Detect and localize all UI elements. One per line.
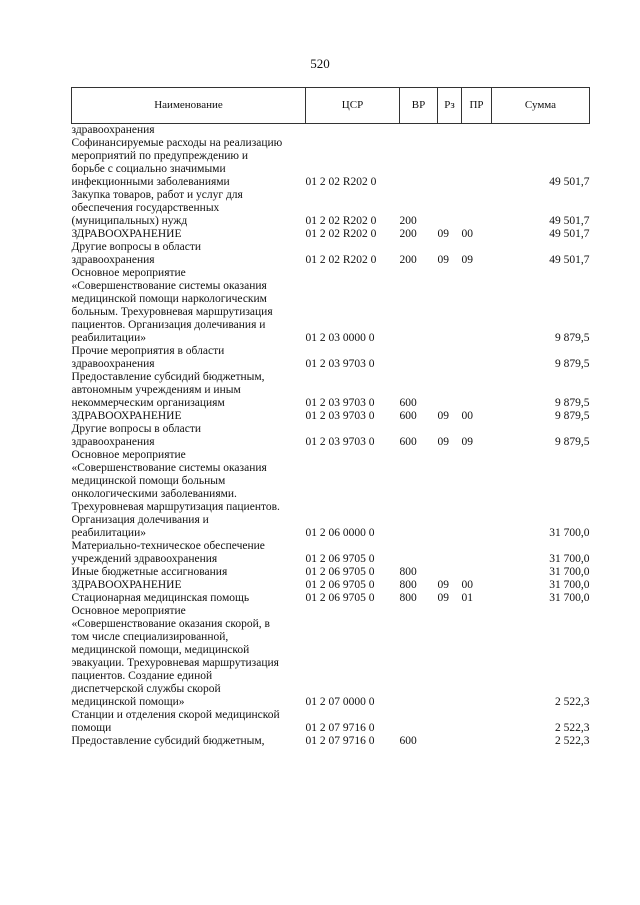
row-csr: 01 2 07 9716 0: [305, 722, 375, 734]
row-name: [72, 241, 306, 267]
row-vr: [400, 345, 438, 371]
table-row: [72, 267, 590, 345]
budget-table: [71, 87, 590, 748]
row-name: [72, 137, 306, 189]
row-name: [72, 735, 306, 748]
row-name-line: медицинской помощи»: [71, 696, 185, 708]
row-sum: 31 700,0: [549, 579, 590, 591]
row-name-line: Организация долечивания и: [71, 514, 209, 526]
row-name: [72, 579, 306, 592]
row-name-line: медицинской помощи больным: [71, 475, 226, 487]
page-number: 520: [310, 56, 330, 71]
table-row: [72, 371, 590, 410]
row-name-line: (муниципальных) нужд: [71, 215, 188, 227]
row-sum: 9 879,5: [555, 397, 590, 409]
row-rz: 09: [437, 436, 449, 448]
row-sum: 2 522,3: [555, 696, 590, 708]
row-csr: 01 2 06 9705 0: [305, 579, 375, 591]
row-rz: 09: [437, 579, 449, 591]
row-vr: [400, 709, 438, 735]
row-sum: 49 501,7: [549, 254, 590, 266]
row-csr: 01 2 03 9703 0: [305, 358, 375, 370]
row-rz: [438, 566, 462, 579]
row-pr: [462, 345, 492, 371]
table-row: [72, 345, 590, 371]
row-csr: 01 2 03 9703 0: [305, 397, 375, 409]
row-name-line: реабилитации»: [71, 332, 146, 344]
row-name: [72, 267, 306, 345]
row-csr: 01 2 03 9703 0: [305, 436, 375, 448]
row-name-line: «Совершенствование системы оказания: [71, 280, 267, 292]
row-sum: 31 700,0: [549, 553, 590, 565]
row-pr: [462, 735, 492, 748]
row-name-line: автономным учреждениям и иным: [71, 384, 241, 396]
row-sum: 9 879,5: [555, 410, 590, 422]
row-name: [72, 540, 306, 566]
row-name: [72, 605, 306, 709]
row-pr: 09: [461, 436, 473, 448]
row-vr: 200: [399, 254, 417, 266]
row-name-line: Предоставление субсидий бюджетным,: [71, 735, 265, 747]
row-pr: [462, 605, 492, 709]
table-row: [72, 540, 590, 566]
row-name-line: ЗДРАВООХРАНЕНИЕ: [71, 410, 182, 422]
row-name-line: ЗДРАВООХРАНЕНИЕ: [71, 228, 182, 240]
row-name-line: Основное мероприятие: [71, 449, 186, 461]
row-rz: [438, 124, 462, 138]
row-name-line: обеспечения государственных: [71, 202, 220, 214]
row-vr: 600: [399, 410, 417, 422]
row-name-line: «Совершенствование системы оказания: [71, 462, 267, 474]
table-row: [72, 605, 590, 709]
row-csr: 01 2 06 9705 0: [305, 566, 375, 578]
row-csr: 01 2 02 R202 0: [305, 254, 377, 266]
row-name-line: медицинской помощи, медицинской: [71, 644, 250, 656]
column-header-vr: ВР: [400, 88, 438, 124]
row-csr: 01 2 02 R202 0: [305, 215, 377, 227]
table-row: [72, 566, 590, 579]
table-row: [72, 423, 590, 449]
row-name: [72, 566, 306, 579]
row-name-line: том числе специализированной,: [71, 631, 229, 643]
row-vr: 200: [399, 215, 417, 227]
row-name-line: Основное мероприятие: [71, 605, 186, 617]
row-csr: 01 2 06 9705 0: [305, 592, 375, 604]
column-header-sum: Сумма: [492, 88, 590, 124]
row-pr: [462, 189, 492, 228]
table-body: [72, 124, 590, 749]
row-vr: 800: [399, 592, 417, 604]
row-pr: [462, 540, 492, 566]
row-csr: 01 2 07 0000 0: [305, 696, 375, 708]
table-row: [72, 735, 590, 748]
row-csr: 01 2 03 9703 0: [305, 410, 375, 422]
row-rz: 09: [437, 228, 449, 240]
row-rz: [438, 449, 462, 540]
row-pr: 00: [461, 410, 473, 422]
row-pr: 09: [461, 254, 473, 266]
row-name-line: пациентов. Создание единой: [71, 670, 213, 682]
row-name-line: здравоохранения: [71, 436, 155, 448]
row-rz: [438, 540, 462, 566]
row-pr: 01: [461, 592, 473, 604]
table-row: [72, 228, 590, 241]
row-vr: [400, 267, 438, 345]
row-pr: [462, 137, 492, 189]
row-sum: 9 879,5: [555, 332, 590, 344]
row-vr: 600: [399, 436, 417, 448]
row-sum: 31 700,0: [549, 527, 590, 539]
row-name: [72, 449, 306, 540]
table-row: [72, 709, 590, 735]
row-sum: [492, 124, 590, 138]
row-name-line: Закупка товаров, работ и услуг для: [71, 189, 243, 201]
row-name-line: эвакуации. Трехуровневая маршрутизация: [71, 657, 279, 669]
row-sum: 49 501,7: [549, 215, 590, 227]
table-row: [72, 241, 590, 267]
row-name-line: Иные бюджетные ассигнования: [71, 566, 228, 578]
row-sum: 49 501,7: [549, 176, 590, 188]
row-name: [72, 124, 306, 138]
row-sum: 31 700,0: [549, 592, 590, 604]
row-name-line: Другие вопросы в области: [71, 241, 202, 253]
table-row: [72, 137, 590, 189]
row-sum: 9 879,5: [555, 358, 590, 370]
row-name: [72, 410, 306, 423]
row-vr: [400, 540, 438, 566]
row-name-line: инфекционными заболеваниями: [71, 176, 230, 188]
row-name: [72, 709, 306, 735]
table-header-row: [72, 88, 590, 124]
row-csr: 01 2 02 R202 0: [305, 176, 377, 188]
row-name-line: учреждений здравоохранения: [71, 553, 218, 565]
row-rz: [438, 345, 462, 371]
row-vr: [400, 449, 438, 540]
row-sum: 9 879,5: [555, 436, 590, 448]
row-name-line: Стационарная медицинская помощь: [71, 592, 250, 604]
row-name-line: Станции и отделения скорой медицинской: [71, 709, 280, 721]
row-pr: [462, 371, 492, 410]
row-name: [72, 423, 306, 449]
row-name-line: больным. Трехуровневая маршрутизация: [71, 306, 273, 318]
row-name-line: борьбе с социально значимыми: [71, 163, 226, 175]
row-name-line: «Совершенствование оказания скорой, в: [71, 618, 270, 630]
row-sum: 49 501,7: [549, 228, 590, 240]
column-header-csr: ЦСР: [306, 88, 400, 124]
row-vr: 800: [399, 579, 417, 591]
row-name: [72, 592, 306, 605]
row-pr: [462, 449, 492, 540]
row-name-line: онкологическими заболеваниями.: [71, 488, 237, 500]
row-sum: 2 522,3: [555, 722, 590, 734]
row-name-line: Предоставление субсидий бюджетным,: [71, 371, 265, 383]
row-vr: 600: [399, 397, 417, 409]
row-sum: 2 522,3: [555, 735, 590, 747]
row-csr: 01 2 07 9716 0: [305, 735, 375, 747]
table-row: [72, 449, 590, 540]
row-name-line: некоммерческим организациям: [71, 397, 225, 409]
row-csr: [306, 124, 400, 138]
row-name-line: мероприятий по предупреждению и: [71, 150, 249, 162]
row-vr: [400, 124, 438, 138]
row-name-line: Основное мероприятие: [71, 267, 186, 279]
row-pr: [462, 566, 492, 579]
row-csr: 01 2 06 9705 0: [305, 553, 375, 565]
row-name-line: Другие вопросы в области: [71, 423, 202, 435]
row-name-line: Трехуровневая маршрутизация пациентов.: [71, 501, 280, 513]
row-name-line: Софинансируемые расходы на реализацию: [71, 137, 283, 149]
table-row: [72, 579, 590, 592]
row-rz: 09: [437, 410, 449, 422]
row-rz: 09: [437, 254, 449, 266]
row-rz: [438, 267, 462, 345]
row-name-line: диспетчерской службы скорой: [71, 683, 221, 695]
row-rz: [438, 709, 462, 735]
row-name-line: Материально-техническое обеспечение: [71, 540, 265, 552]
column-header-rz: Рз: [438, 88, 462, 124]
row-rz: [438, 371, 462, 410]
row-vr: [400, 605, 438, 709]
row-csr: 01 2 06 0000 0: [305, 527, 375, 539]
row-name: [72, 371, 306, 410]
row-vr: 600: [399, 735, 417, 747]
row-pr: 00: [461, 579, 473, 591]
row-rz: 09: [437, 592, 449, 604]
row-pr: 00: [461, 228, 473, 240]
row-name-line: здравоохранения: [71, 254, 155, 266]
table-row: [72, 124, 590, 138]
row-vr: 200: [399, 228, 417, 240]
row-name: [72, 228, 306, 241]
row-pr: [462, 124, 492, 138]
row-name-line: пациентов. Организация долечивания и: [71, 319, 266, 331]
row-name: [72, 189, 306, 228]
row-name-line: реабилитации»: [71, 527, 146, 539]
row-rz: [438, 137, 462, 189]
row-pr: [462, 709, 492, 735]
row-csr: 01 2 02 R202 0: [305, 228, 377, 240]
column-header-pr: ПР: [462, 88, 492, 124]
row-pr: [462, 267, 492, 345]
row-vr: 800: [399, 566, 417, 578]
row-rz: [438, 605, 462, 709]
row-name-line: здравоохранения: [71, 358, 155, 370]
table-row: [72, 592, 590, 605]
row-vr: [400, 137, 438, 189]
table-row: [72, 410, 590, 423]
row-name: [72, 345, 306, 371]
row-rz: [438, 735, 462, 748]
row-name-line: помощи: [71, 722, 112, 734]
row-name-line: ЗДРАВООХРАНЕНИЕ: [71, 579, 182, 591]
row-rz: [438, 189, 462, 228]
row-name-line: Прочие мероприятия в области: [71, 345, 225, 357]
column-header-name: Наименование: [72, 88, 306, 124]
row-name-line: медицинской помощи наркологическим: [71, 293, 267, 305]
table-row: [72, 189, 590, 228]
row-name-line: здравоохранения: [71, 124, 155, 136]
row-sum: 31 700,0: [549, 566, 590, 578]
row-csr: 01 2 03 0000 0: [305, 332, 375, 344]
